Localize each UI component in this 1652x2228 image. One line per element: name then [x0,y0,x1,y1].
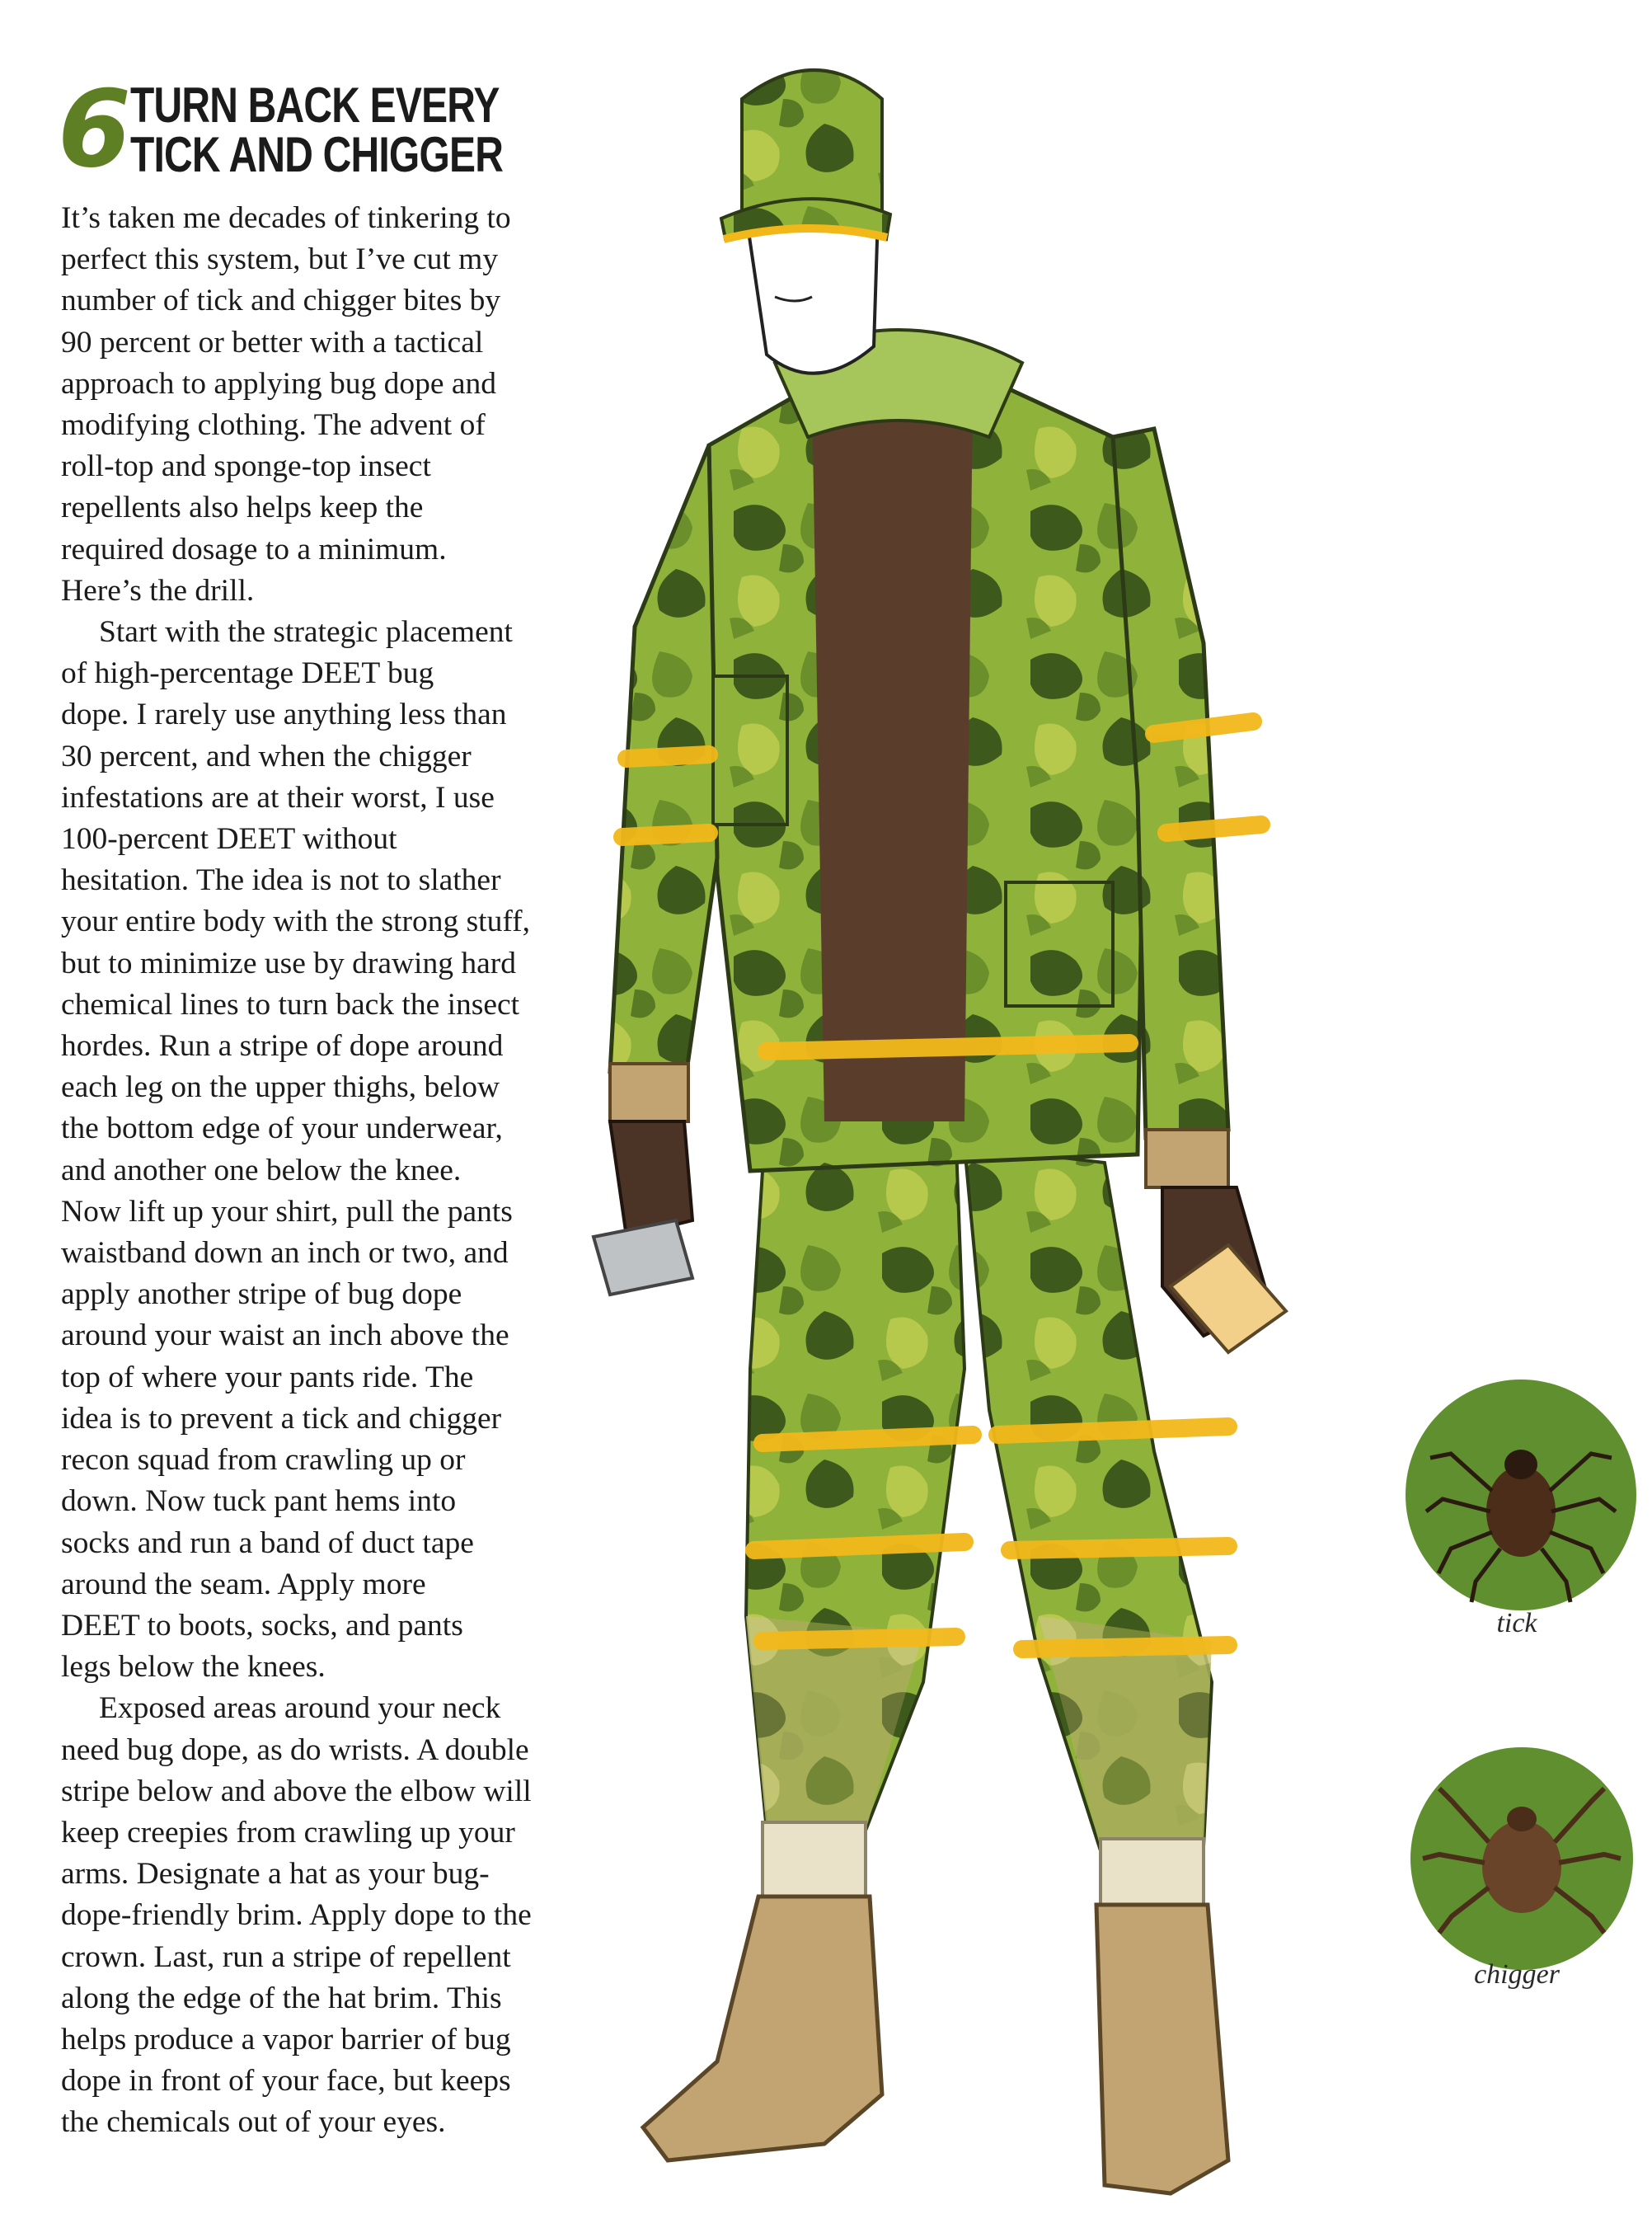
text-line: keep creepies from crawling up your [61,1815,515,1850]
text-line: perfect this system, but I’ve cut my [61,242,499,277]
text-line: It’s taken me decades of tinkering to [61,201,511,235]
text-line: legs below the knees. [61,1650,326,1685]
text-line: waistband down an inch or two, and [61,1236,509,1271]
text-line: 90 percent or better with a tactical [61,325,484,360]
text-line: along the edge of the hat brim. This [61,1981,502,2015]
text-line: socks and run a band of duct tape [61,1525,474,1560]
tip-title-line-1: TURN BACK EVERY [130,78,500,133]
soldier-illustration [577,49,1434,2226]
text-line: apply another stripe of bug dope [61,1277,462,1312]
text-line: the chemicals out of your eyes. [61,2105,446,2140]
pants [746,1146,1212,1864]
text-line: arms. Designate a hat as your bug- [61,1857,490,1892]
text-line: Exposed areas around your neck [99,1691,501,1726]
text-line: top of where your pants ride. The [61,1360,474,1394]
tip-title-line-2: TICK AND CHIGGER [130,127,504,182]
text-line: 30 percent, and when the chigger [61,739,472,773]
paragraph [61,198,572,612]
text-line: dope in front of your face, but keeps [61,2064,511,2099]
text-line: need bug dope, as do wrists. A double [61,1732,529,1767]
text-line: of high-percentage DEET bug [61,656,434,691]
text-line: Start with the strategic placement [99,615,513,650]
text-line: helps produce a vapor barrier of bug [61,2022,511,2056]
text-line: your entire body with the strong stuff, [61,905,531,939]
chigger-label: chigger [1474,1959,1560,1990]
text-line: idea is to prevent a tick and chigger [61,1401,502,1436]
text-line: required dosage to a minimum. [61,532,447,566]
text-line: dope-friendly brim. Apply dope to the [61,1898,532,1933]
chigger-illustration [1406,1743,1637,1974]
text-line: recon squad from crawling up or [61,1443,466,1478]
text-line: dope. I rarely use anything less than [61,698,507,732]
text-line: each leg on the upper thighs, below [61,1070,500,1105]
article-body [61,198,572,2144]
text-line: around your waist an inch above the [61,1318,509,1353]
text-line: down. Now tuck pant hems into [61,1484,457,1519]
text-line: hesitation. The idea is not to slather [61,863,501,898]
text-line: the bottom edge of your underwear, [61,1112,503,1146]
text-line: chemical lines to turn back the insect [61,987,520,1022]
head [721,70,890,374]
tick-illustration [1401,1375,1640,1615]
text-line: hordes. Run a stripe of dope around [61,1029,504,1064]
text-line: repellents also helps keep the [61,491,424,525]
text-line: and another one below the knee. [61,1153,462,1187]
text-line: 100-percent DEET without [61,822,397,857]
text-line: crown. Last, run a stripe of repellent [61,1939,511,1974]
tip-number: 6 [58,68,129,191]
text-line: Here’s the drill. [61,573,255,608]
tip-title [130,78,504,182]
text-line: infestations are at their worst, I use [61,780,495,815]
text-line: number of tick and chigger bites by [61,284,501,318]
text-line: but to minimize use by drawing hard [61,946,516,980]
boots [643,1822,1228,2193]
paragraph [61,1688,572,2143]
text-line: roll-top and sponge-top insect [61,449,431,484]
section-heading [58,68,569,191]
text-line: stripe below and above the elbow will [61,1774,532,1808]
text-line: approach to applying bug dope and [61,366,496,401]
paragraph [61,612,572,1688]
text-line: Now lift up your shirt, pull the pants [61,1194,513,1229]
text-line: around the seam. Apply more [61,1567,426,1601]
text-line: DEET to boots, socks, and pants [61,1608,463,1643]
text-line: modifying clothing. The advent of [61,408,486,443]
tick-label: tick [1496,1608,1537,1638]
